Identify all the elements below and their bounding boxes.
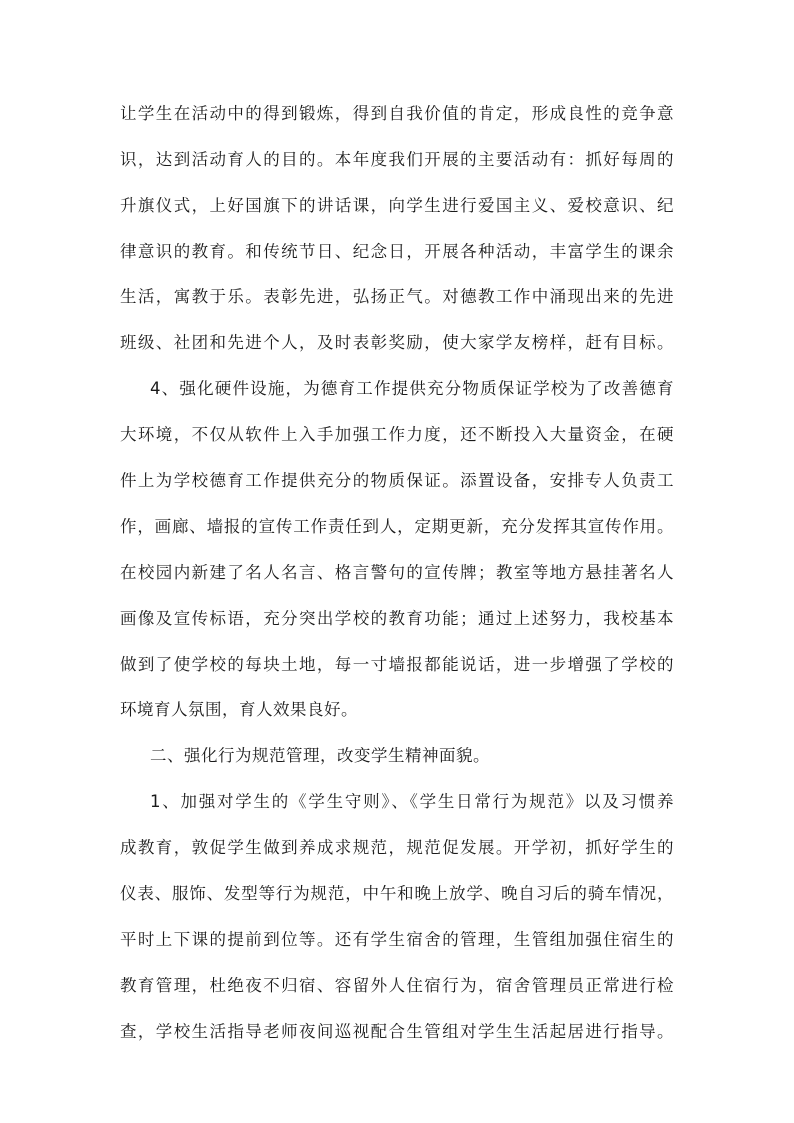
text-line: 查，学校生活指导老师夜间巡视配合生管组对学生生活起居进行指导。	[120, 1022, 674, 1041]
paragraph-start-line: 4、强化硬件设施，为德育工作提供充分物质保证学校为了改善德育	[150, 379, 674, 398]
text-line: 生活，寓教于乐。表彰先进，弘扬正气。对德教工作中涌现出来的先进	[120, 287, 674, 306]
text-line: 教育管理，杜绝夜不归宿、容留外人住宿行为，宿舍管理员正常进行检	[120, 976, 674, 995]
paragraph-start-line: 1、加强对学生的《学生守则》、《学生日常行为规范》以及习惯养	[150, 792, 674, 811]
text-line: 让学生在活动中的得到锻炼，得到自我价值的肯定，形成良性的竞争意	[120, 104, 674, 123]
text-line: 画像及宣传标语，充分突出学校的教育功能；通过上述努力，我校基本	[120, 609, 674, 628]
text-line: 件上为学校德育工作提供充分的物质保证。添置设备，安排专人负责工	[120, 471, 674, 490]
text-line: 平时上下课的提前到位等。还有学生宿舍的管理，生管组加强住宿生的	[120, 930, 674, 949]
text-line: 大环境，不仅从软件上入手加强工作力度，还不断投入大量资金，在硬	[120, 425, 674, 444]
section-heading: 二、强化行为规范管理，改变学生精神面貌。	[150, 746, 490, 765]
text-line: 做到了使学校的每块土地，每一寸墙报都能说话，进一步增强了学校的	[120, 655, 674, 674]
text-line: 识，达到活动育人的目的。本年度我们开展的主要活动有：抓好每周的	[120, 150, 674, 169]
text-line: 班级、社团和先进个人，及时表彰奖励，使大家学友榜样，赶有目标。	[120, 333, 674, 352]
text-line: 作，画廊、墙报的宣传工作责任到人，定期更新，充分发挥其宣传作用。	[120, 517, 674, 536]
text-line: 升旗仪式，上好国旗下的讲话课，向学生进行爱国主义、爱校意识、纪	[120, 196, 674, 215]
text-line: 在校园内新建了名人名言、格言警句的宣传牌；教室等地方悬挂著名人	[120, 563, 674, 582]
text-line: 仪表、服饰、发型等行为规范，中午和晚上放学、晚自习后的骑车情况，	[120, 884, 674, 903]
text-line: 律意识的教育。和传统节日、纪念日，开展各种活动，丰富学生的课余	[120, 242, 674, 261]
text-line: 环境育人氛围，育人效果良好。	[120, 700, 358, 719]
text-line: 成教育，敦促学生做到养成求规范，规范促发展。开学初，抓好学生的	[120, 838, 674, 857]
